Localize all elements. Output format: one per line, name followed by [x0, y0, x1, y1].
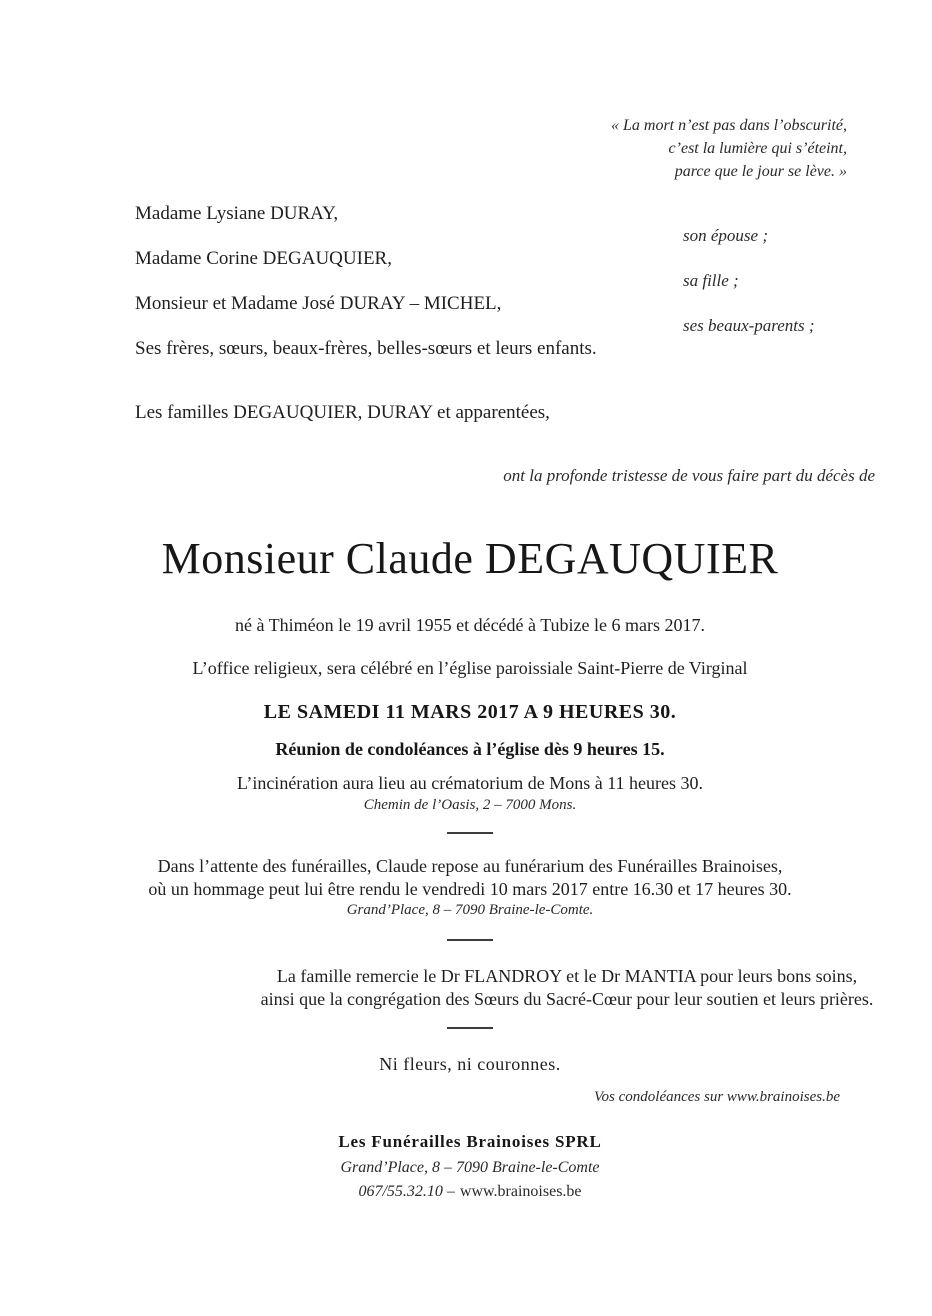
section-divider-1	[447, 832, 493, 834]
relative-name-spouse: Madame Lysiane DURAY,	[135, 203, 339, 224]
funeral-home-address: Grand’Place, 8 – 7090 Braine-le-Comte.	[346, 902, 594, 918]
epigraph-line-3: parce que le jour se lève. »	[674, 163, 847, 180]
visitation-line-2: où un hommage peut lui être rendu le vendredi 10 mars 2017 entre 16.30 et 17 heures 30.	[148, 879, 792, 899]
relative-relation-spouse: son épouse ;	[683, 226, 768, 245]
thanks-line-2: ainsi que la congrégation des Sœurs du Sacré-Cœur pour leur soutien et leurs prières.	[260, 989, 874, 1009]
section-divider-3	[447, 1027, 493, 1029]
section-divider-2	[447, 939, 493, 941]
crematorium-address: Chemin de l’Oasis, 2 – 7000 Mons.	[363, 797, 577, 813]
epigraph-line-2: c’est la lumière qui s’éteint,	[668, 140, 847, 157]
no-flowers-line: Ni fleurs, ni couronnes.	[379, 1054, 561, 1074]
thanks-line-1: La famille remercie le Dr FLANDROY et le Dr MANTIA pour leurs bons soins,	[276, 966, 858, 986]
announcement-lead: ont la profonde tristesse de vous faire part du décès de	[503, 466, 875, 485]
visitation-line-1: Dans l’attente des funérailles, Claude repose au funérarium des Funérailles Brainoises,	[157, 856, 783, 876]
footer-phone: 067/55.32.10 –	[358, 1183, 455, 1200]
footer-company-name: Les Funérailles Brainoises SPRL	[338, 1132, 602, 1151]
relative-name-siblings: Ses frères, sœurs, beaux-frères, belles-sœurs et leurs enfants.	[135, 338, 597, 359]
relative-name-daughter: Madame Corine DEGAUQUIER,	[135, 248, 392, 269]
footer-contact-line	[8, 1183, 932, 1201]
footer-website: www.brainoises.be	[459, 1183, 582, 1200]
epigraph-quote	[611, 114, 847, 183]
condolences-meeting-line: Réunion de condoléances à l’église dès 9 heures 15.	[275, 739, 665, 759]
online-condolences-line: Vos condoléances sur www.brainoises.be	[594, 1089, 840, 1105]
deceased-life-dates: né à Thiméon le 19 avril 1955 et décédé à Tubize le 6 mars 2017.	[234, 615, 706, 635]
epigraph-line-1: « La mort n’est pas dans l’obscurité,	[611, 117, 847, 134]
footer-address: Grand’Place, 8 – 7090 Braine-le-Comte	[340, 1159, 600, 1176]
families-line: Les familles DEGAUQUIER, DURAY et apparentées,	[135, 402, 550, 423]
deceased-name-title: Monsieur Claude DEGAUQUIER	[161, 534, 779, 583]
relative-relation-inlaws: ses beaux-parents ;	[683, 316, 815, 335]
relative-relation-daughter: sa fille ;	[683, 271, 739, 290]
religious-office-line: L’office religieux, sera célébré en l’église paroissiale Saint-Pierre de Virginal	[192, 658, 748, 678]
cremation-line: L’incinération aura lieu au crématorium de Mons à 11 heures 30.	[236, 773, 703, 793]
ceremony-date-line: LE SAMEDI 11 MARS 2017 A 9 HEURES 30.	[263, 701, 677, 723]
relative-name-inlaws: Monsieur et Madame José DURAY – MICHEL,	[135, 293, 502, 314]
